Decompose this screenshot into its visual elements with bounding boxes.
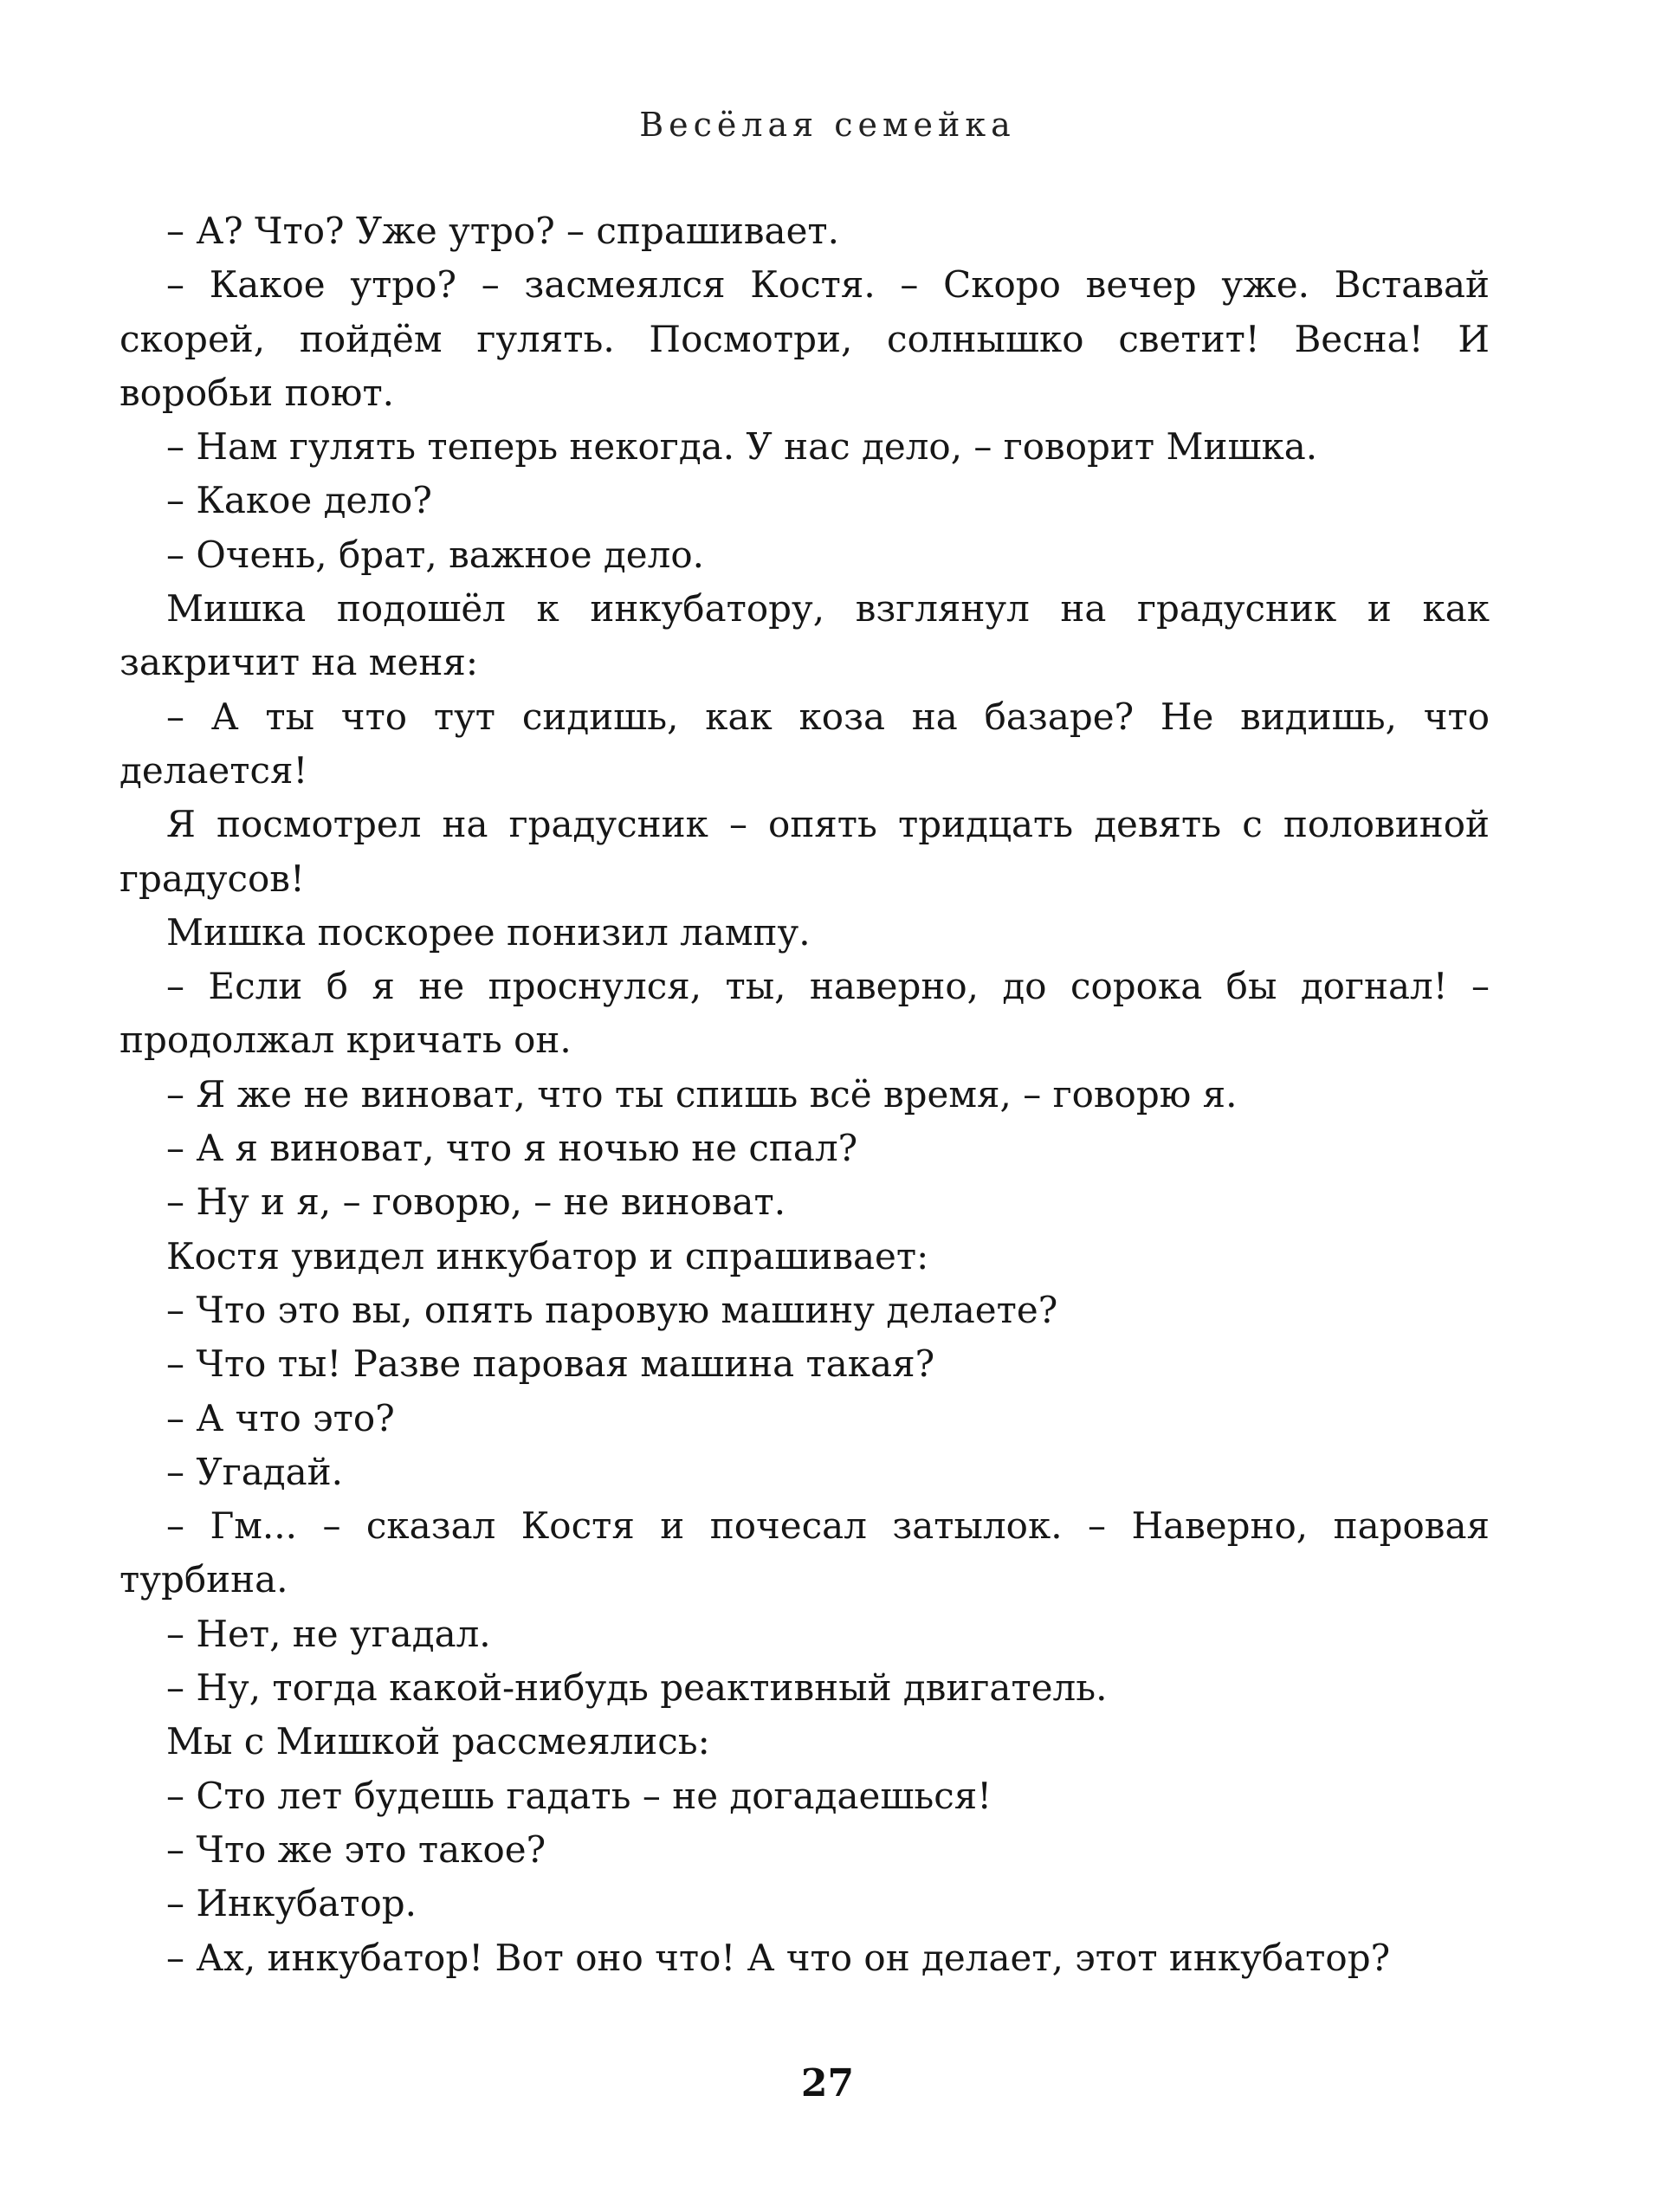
page-number: 27 <box>800 2061 855 2105</box>
paragraph: – А что это? <box>166 1396 395 1439</box>
paragraph: – А? Что? Уже утро? – спрашивает. <box>166 210 840 252</box>
paragraph: Мишка подошёл к инкубатору, взглянул на градусник и как закричит на меня: <box>120 587 1490 684</box>
body-text <box>120 204 1490 1985</box>
paragraph: Костя увидел инкубатор и спрашивает: <box>166 1234 929 1277</box>
paragraph: – Ах, инкубатор! Вот оно что! А что он делает, этот инкубатор? <box>166 1936 1391 1979</box>
paragraph: – Очень, брат, важное дело. <box>166 533 704 576</box>
paragraph: – Если б я не проснулся, ты, наверно, до сорока бы догнал! – продолжал кричать он. <box>120 965 1490 1062</box>
paragraph: – Какое дело? <box>166 479 432 522</box>
paragraph: – Инкубатор. <box>166 1882 417 1925</box>
paragraph: – Что это вы, опять паровую машину делаете? <box>166 1288 1058 1331</box>
paragraph: Я посмотрел на градусник – опять тридцать девять с половиной градусов! <box>120 803 1490 900</box>
paragraph: – А я виноват, что я ночью не спал? <box>166 1127 858 1170</box>
paragraph: Мы с Мишкой рассмеялись: <box>166 1720 710 1763</box>
paragraph: – Ну, тогда какой-нибудь реактивный двигатель. <box>166 1666 1108 1710</box>
paragraph: – Что же это такое? <box>166 1827 546 1871</box>
paragraph: – Я же не виноват, что ты спишь всё время, – говорю я. <box>166 1072 1238 1116</box>
paragraph: – Нет, не угадал. <box>166 1612 491 1655</box>
paragraph: – Угадай. <box>166 1450 343 1493</box>
paragraph: Мишка поскорее понизил лампу. <box>166 910 811 954</box>
paragraph: – Гм... – сказал Костя и почесал затылок. – Наверно, паровая турбина. <box>120 1504 1490 1601</box>
paragraph: – Ну и я, – говорю, – не виноват. <box>166 1180 786 1224</box>
running-header: Весёлая семейка <box>639 106 1016 144</box>
paragraph: – А ты что тут сидишь, как коза на базаре? Не видишь, что делается! <box>120 695 1490 792</box>
paragraph: – Что ты! Разве паровая машина такая? <box>166 1342 935 1386</box>
paragraph: – Сто лет будешь гадать – не догадаешься! <box>166 1774 992 1817</box>
paragraph: – Нам гулять теперь некогда. У нас дело, – говорит Мишка. <box>166 425 1318 469</box>
paragraph: – Какое утро? – засмеялся Костя. – Скоро вечер уже. Вставай скорей, пойдём гулять. Посмотри, солнышко светит! Весна! И воробьи поют. <box>120 263 1490 414</box>
